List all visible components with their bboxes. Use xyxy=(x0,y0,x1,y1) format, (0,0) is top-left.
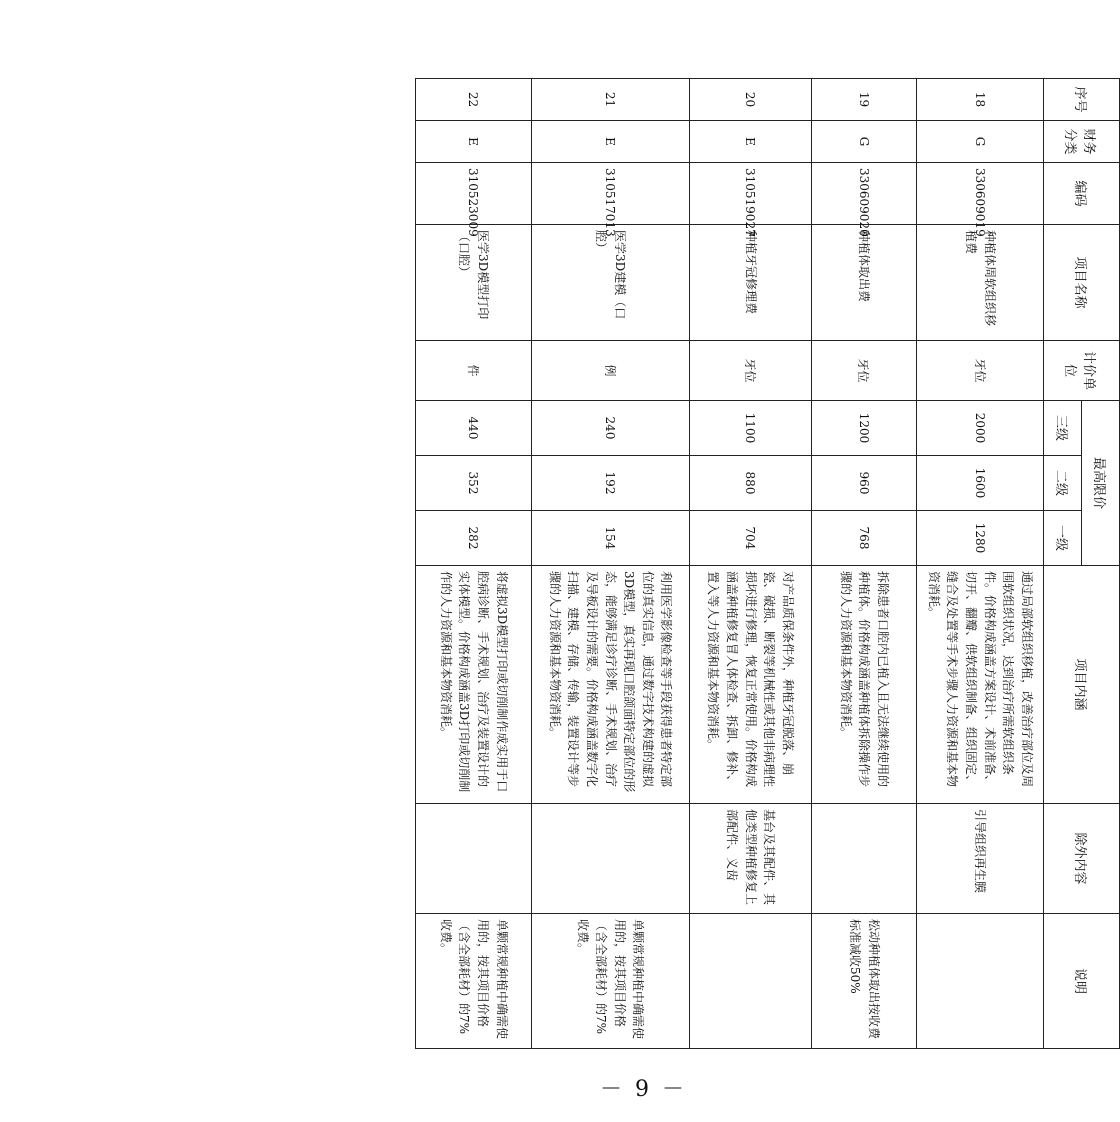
cell-excluded xyxy=(811,804,916,914)
cell-seq: 21 xyxy=(531,79,689,121)
cell-unit: 件 xyxy=(416,341,532,401)
cell-financial-category: E xyxy=(689,121,811,163)
cell-note: 单颗常规种植中确需使用的，按其项目价格（含全部耗材）的7%收费。 xyxy=(531,914,689,1049)
header-code: 编码 xyxy=(1044,163,1120,225)
cell-note: 松动种植体取出按收费标准减收50% xyxy=(811,914,916,1049)
cell-excluded: 引导组织再生膜 xyxy=(917,804,1044,914)
cell-price-level3: 440 xyxy=(416,401,532,456)
rotated-page-table xyxy=(415,78,1120,1048)
cell-price-level2: 192 xyxy=(531,456,689,511)
cell-price-level2: 1600 xyxy=(917,456,1044,511)
header-financial-category: 财务分类 xyxy=(1044,121,1120,163)
cell-price-level2: 880 xyxy=(689,456,811,511)
cell-price-level1: 282 xyxy=(416,511,532,566)
cell-seq: 18 xyxy=(917,79,1044,121)
cell-price-level2: 960 xyxy=(811,456,916,511)
cell-unit: 牙位 xyxy=(917,341,1044,401)
cell-item-name: 医学3D模型打印（口腔） xyxy=(416,225,532,341)
header-excluded: 除外内容 xyxy=(1044,804,1120,914)
cell-seq: 19 xyxy=(811,79,916,121)
header-note: 说明 xyxy=(1044,914,1120,1049)
table-row xyxy=(811,79,916,1049)
cell-content: 拆除患者口腔内已植入且无法继续使用的种植体。价格构成涵盖种植体拆除操作步骤的人力资源和基本物资消耗。 xyxy=(811,566,916,804)
cell-financial-category: G xyxy=(811,121,916,163)
header-unit: 计价单位 xyxy=(1044,341,1120,401)
cell-unit: 例 xyxy=(531,341,689,401)
cell-unit: 牙位 xyxy=(811,341,916,401)
cell-content: 将虚拟3D模型打印或切削制作成实用于口腔病诊断、手术规划、治疗及装置设计的实体模型。价格构成涵盖3D打印或切削制作的人力资源和基本物资消耗。 xyxy=(416,566,532,804)
header-seq: 序号 xyxy=(1044,79,1120,121)
cell-item-name: 种植牙冠修理费 xyxy=(689,225,811,341)
cell-note xyxy=(689,914,811,1049)
cell-code: 330609020 xyxy=(811,163,916,225)
cell-excluded xyxy=(416,804,532,914)
cell-financial-category: G xyxy=(917,121,1044,163)
cell-price-level3: 1100 xyxy=(689,401,811,456)
cell-item-name: 种植体周软组织移植费 xyxy=(917,225,1044,341)
page-number: － 9 － xyxy=(600,1077,687,1102)
cell-excluded xyxy=(531,804,689,914)
cell-note: 单颗常规种植中确需使用的，按其项目价格（含全部耗材）的7%收费。 xyxy=(416,914,532,1049)
cell-content: 利用医学影像检查等手段获得患者特定部位的真实信息，通过数字技术构建的虚拟3D模型，真实再现口腔颌面特定部位的形态，能够满足诊疗诊断、手术规划、治疗及导板设计的需要。价格构成涵盖数字化扫描、建模、存储、传输，装置设计等步骤的人力资源和基本物资消耗。 xyxy=(531,566,689,804)
table-row xyxy=(416,79,532,1049)
cell-price-level1: 1280 xyxy=(917,511,1044,566)
cell-item-name: 种植体取出费 xyxy=(811,225,916,341)
cell-price-level1: 768 xyxy=(811,511,916,566)
table-row xyxy=(689,79,811,1049)
cell-code: 310523009 xyxy=(416,163,532,225)
cell-price-level1: 154 xyxy=(531,511,689,566)
cell-price-level1: 704 xyxy=(689,511,811,566)
cell-seq: 22 xyxy=(416,79,532,121)
cell-note xyxy=(917,914,1044,1049)
cell-code: 310519027 xyxy=(689,163,811,225)
cell-price-level2: 352 xyxy=(416,456,532,511)
header-content: 项目内涵 xyxy=(1044,566,1120,804)
header-level3: 三级 xyxy=(1044,401,1082,456)
cell-price-level3: 1200 xyxy=(811,401,916,456)
cell-seq: 20 xyxy=(689,79,811,121)
table-row xyxy=(531,79,689,1049)
cell-code: 310517013 xyxy=(531,163,689,225)
header-item-name: 项目名称 xyxy=(1044,225,1120,341)
cell-item-name: 医学3D建模（口腔） xyxy=(531,225,689,341)
cell-excluded: 基台及其配件、其他类型种植修复上部配件、义齿 xyxy=(689,804,811,914)
table-row xyxy=(917,79,1044,1049)
cell-financial-category: E xyxy=(531,121,689,163)
cell-price-level3: 2000 xyxy=(917,401,1044,456)
price-table xyxy=(415,78,1120,1049)
header-max-price: 最高限价 xyxy=(1082,401,1120,566)
header-level1: 一级 xyxy=(1044,511,1082,566)
header-level2: 二级 xyxy=(1044,456,1082,511)
cell-financial-category: E xyxy=(416,121,532,163)
header-row-1 xyxy=(1082,79,1120,1049)
cell-unit: 牙位 xyxy=(689,341,811,401)
cell-code: 330609019 xyxy=(917,163,1044,225)
cell-content: 通过局部软组织移植，改善治疗部位及周围软组织状况，达到治疗所需软组织条件。价格构成涵盖方案设计、术前准备、切开、翻瓣、供软组织制备、组织固定、缝合及处置等手术步骤人力资源和基本物资消耗。 xyxy=(917,566,1044,804)
cell-content: 对产品质保条件外，种植牙冠脱落、崩瓷、破损、断裂等机械性或其他非病理性损坏进行修理，恢复正常使用。价格构成涵盖种植修复冒人体检查、拆卸、修补、置入等人力资源和基本物资消耗。 xyxy=(689,566,811,804)
cell-price-level3: 240 xyxy=(531,401,689,456)
